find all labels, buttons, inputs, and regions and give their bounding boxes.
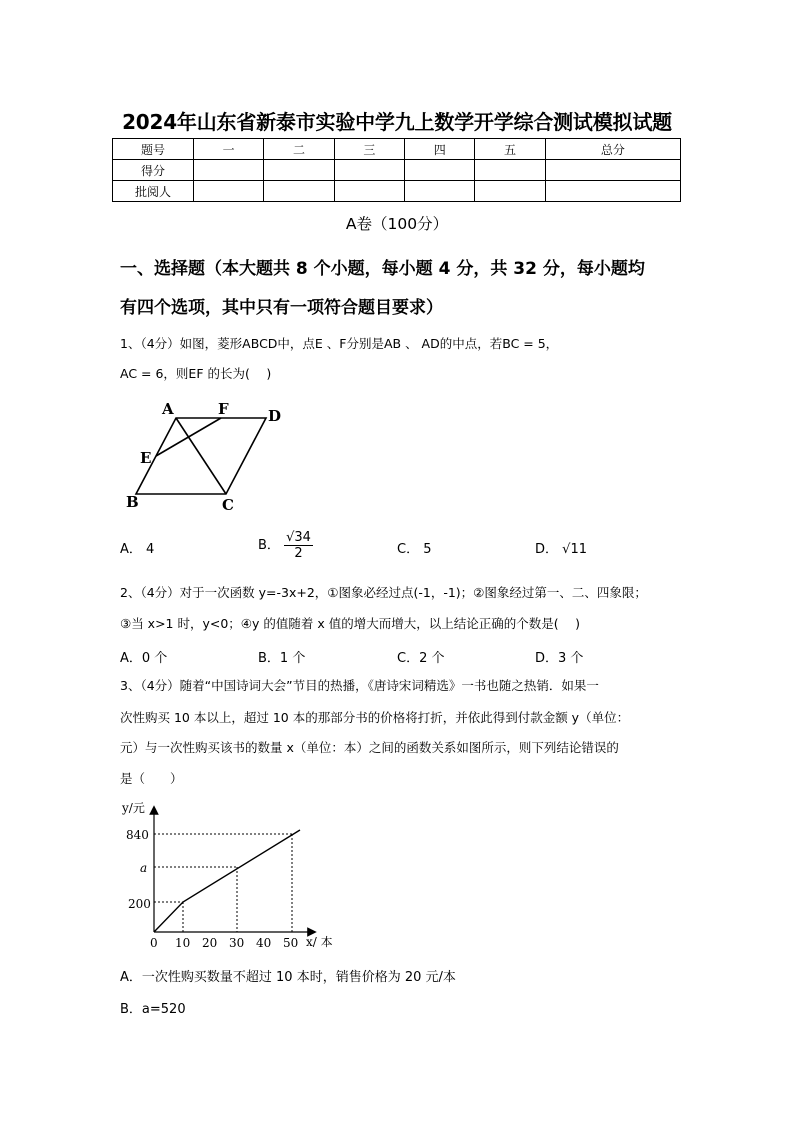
q3-stem-line3: 元）与一次性购买该书的数量 x（单位：本）之间的函数关系如图所示，则下列结论错误的: [120, 740, 619, 755]
option-value: 5: [423, 542, 432, 557]
x-axis-label: x/ 本: [306, 935, 333, 949]
vertex-label-c: C: [222, 496, 234, 514]
q1-option-a[interactable]: [120, 538, 154, 557]
score-row: [113, 160, 681, 181]
option-value: 4: [146, 542, 155, 557]
x-tick-50: 50: [283, 936, 299, 950]
x-tick-0: 0: [150, 936, 158, 950]
score-cell: [334, 181, 404, 202]
y-tick-a: a: [140, 861, 148, 875]
fraction-numerator: √34: [286, 530, 311, 545]
q1-option-d[interactable]: [535, 538, 587, 557]
rhombus-figure: [118, 398, 298, 516]
q2-stem-line2: ③当 x>1 时，y<0；④y 的值随着 x 值的增大而增大，以上结论正确的个数是( ): [120, 616, 580, 631]
vertex-label-b: B: [126, 493, 139, 511]
option-value: √11: [562, 542, 587, 557]
q3-option-a[interactable]: A．一次性购买数量不超过 10 本时，销售价格为 20 元/本: [120, 970, 456, 985]
score-header-cell: 一: [194, 139, 264, 160]
score-cell: [334, 160, 404, 181]
part-one-heading-line2: 有四个选项，其中只有一项符合题目要求）: [120, 298, 443, 318]
score-header-cell: 二: [264, 139, 334, 160]
vertex-label-d: D: [268, 407, 282, 425]
q3-stem-line1: 3、（4分）随着“中国诗词大会”节目的热播，《唐诗宋词精选》一书也随之热销．如果一: [120, 678, 599, 693]
q3-stem-line4: 是（ ）: [120, 771, 183, 786]
score-header-cell: 四: [405, 139, 475, 160]
score-header-cell: 总分: [545, 139, 680, 160]
score-header-cell: 三: [334, 139, 404, 160]
fraction: [284, 530, 313, 561]
q2-option-a[interactable]: A．0 个: [120, 651, 168, 666]
score-header-cell: 题号: [113, 139, 194, 160]
option-letter: B．: [258, 538, 280, 553]
y-axis-label: y/元: [122, 801, 145, 815]
score-row-label: 得分: [113, 160, 194, 181]
score-row-label: 批阅人: [113, 181, 194, 202]
fraction-denominator: 2: [294, 546, 303, 561]
q3-option-b[interactable]: B．a=520: [120, 1002, 186, 1017]
vertex-label-f: F: [218, 400, 229, 418]
score-cell: [194, 181, 264, 202]
q2-option-b[interactable]: B．1 个: [258, 651, 306, 666]
q1-option-c[interactable]: [397, 538, 432, 557]
x-tick-20: 20: [202, 936, 218, 950]
option-letter: C．: [397, 542, 420, 557]
score-cell: [545, 181, 680, 202]
q1-stem-line2: AC = 6，则EF 的长为( ): [120, 366, 272, 381]
reviewer-row: [113, 181, 681, 202]
score-header-cell: 五: [475, 139, 545, 160]
q1-stem-line1: 1、（4分）如图，菱形ABCD中，点E 、F分别是AB 、 AD的中点，若BC = 5，: [120, 336, 559, 351]
x-tick-40: 40: [256, 936, 272, 950]
q2-option-d[interactable]: D．3 个: [535, 651, 584, 666]
score-cell: [264, 160, 334, 181]
score-cell: [545, 160, 680, 181]
score-cell: [264, 181, 334, 202]
q3-stem-line2: 次性购买 10 本以上，超过 10 本的那部分书的价格将打折，并依此得到付款金额 y（单位：: [120, 710, 630, 725]
vertex-label-a: A: [162, 400, 174, 418]
score-cell: [475, 160, 545, 181]
score-table-header-row: [113, 139, 681, 160]
x-tick-30: 30: [229, 936, 245, 950]
score-cell: [405, 160, 475, 181]
y-tick-840: 840: [126, 828, 149, 842]
x-tick-10: 10: [175, 936, 191, 950]
part-one-heading-line1: 一、选择题（本大题共 8 个小题，每小题 4 分，共 32 分，每小题均: [120, 259, 645, 279]
q2-option-c[interactable]: C．2 个: [397, 651, 445, 666]
exam-title: 2024年山东省新泰市实验中学九上数学开学综合测试模拟试题: [122, 110, 672, 134]
q3-function-graph: [118, 798, 348, 956]
option-letter: A．: [120, 542, 142, 557]
q1-option-b[interactable]: [258, 530, 313, 561]
score-cell: [405, 181, 475, 202]
vertex-label-e: E: [140, 449, 152, 467]
score-cell: [194, 160, 264, 181]
y-tick-200: 200: [128, 897, 151, 911]
q2-stem-line1: 2、（4分）对于一次函数 y=-3x+2，①图象必经过点(-1，-1)；②图象经过第一、二、四象限；: [120, 585, 647, 600]
option-letter: D．: [535, 542, 559, 557]
function-line: [154, 830, 300, 932]
score-cell: [475, 181, 545, 202]
score-table: [112, 138, 681, 202]
section-a-title: A卷（100分）: [345, 215, 449, 233]
